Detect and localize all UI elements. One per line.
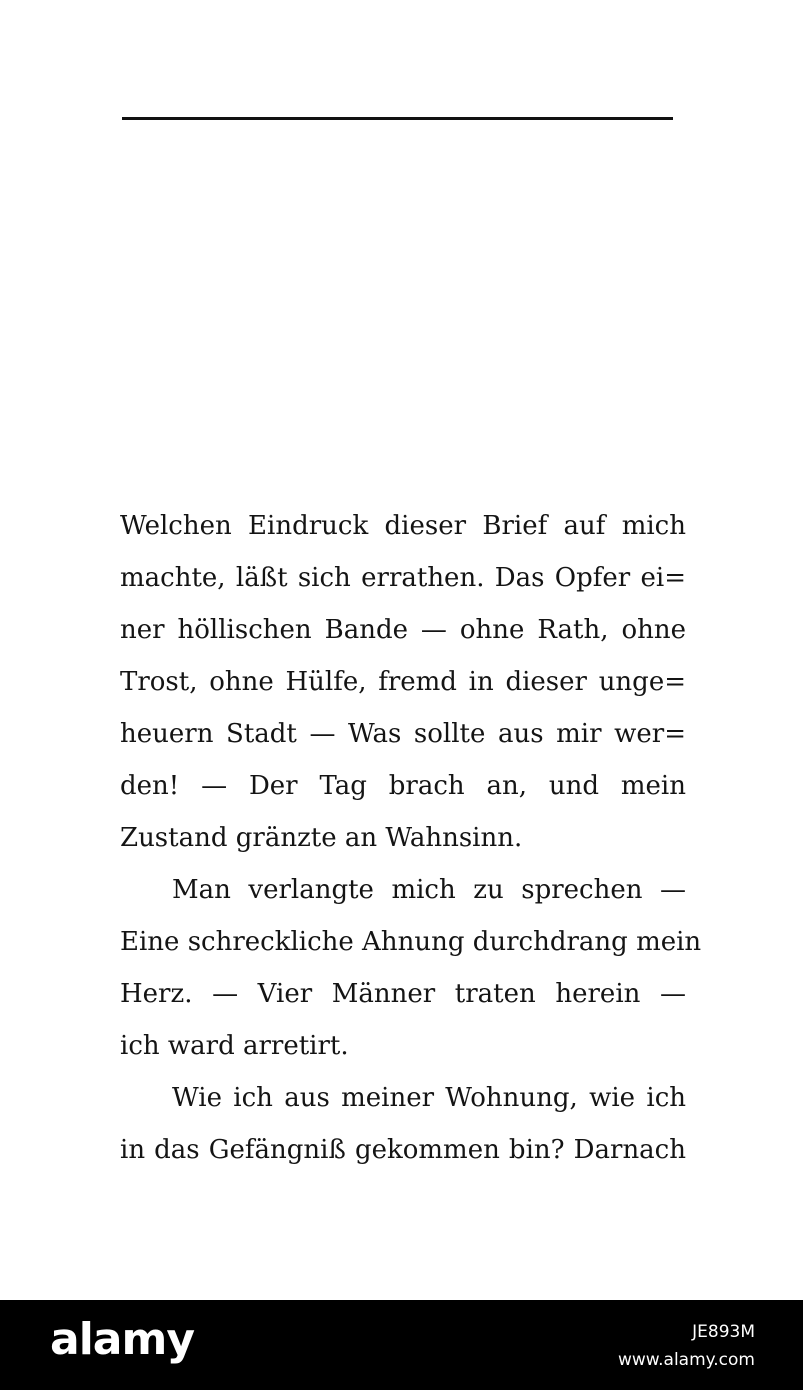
text-line: ner höllischen Bande — ohne Rath, ohne (120, 615, 686, 645)
text-line: heuern Stadt — Was sollte aus mir wer= (120, 719, 686, 749)
watermark-bar (0, 1300, 803, 1390)
header-rule (122, 117, 673, 120)
text-line: in das Gefängniß gekommen bin? Darnach (120, 1135, 686, 1165)
text-line: Eine schreckliche Ahnung durchdrang mein (120, 927, 702, 957)
text-line: Wie ich aus meiner Wohnung, wie ich (172, 1083, 686, 1113)
text-line: Trost, ohne Hülfe, fremd in dieser unge= (120, 667, 686, 697)
text-line: ich ward arretirt. (120, 1031, 349, 1061)
text-line: Herz. — Vier Männer traten herein — (120, 979, 686, 1009)
text-line: machte, läßt sich errathen. Das Opfer ei= (120, 563, 686, 593)
text-line: den! — Der Tag brach an, und mein (120, 771, 686, 801)
text-line: Zustand gränzte an Wahnsinn. (120, 823, 523, 853)
image-id: JE893M (692, 1322, 755, 1342)
text-line: Man verlangte mich zu sprechen — (172, 875, 686, 905)
text-line: Welchen Eindruck dieser Brief auf mich (120, 511, 686, 541)
watermark-url: www.alamy.com (617, 1350, 755, 1370)
alamy-logo: alamy (50, 1314, 194, 1365)
